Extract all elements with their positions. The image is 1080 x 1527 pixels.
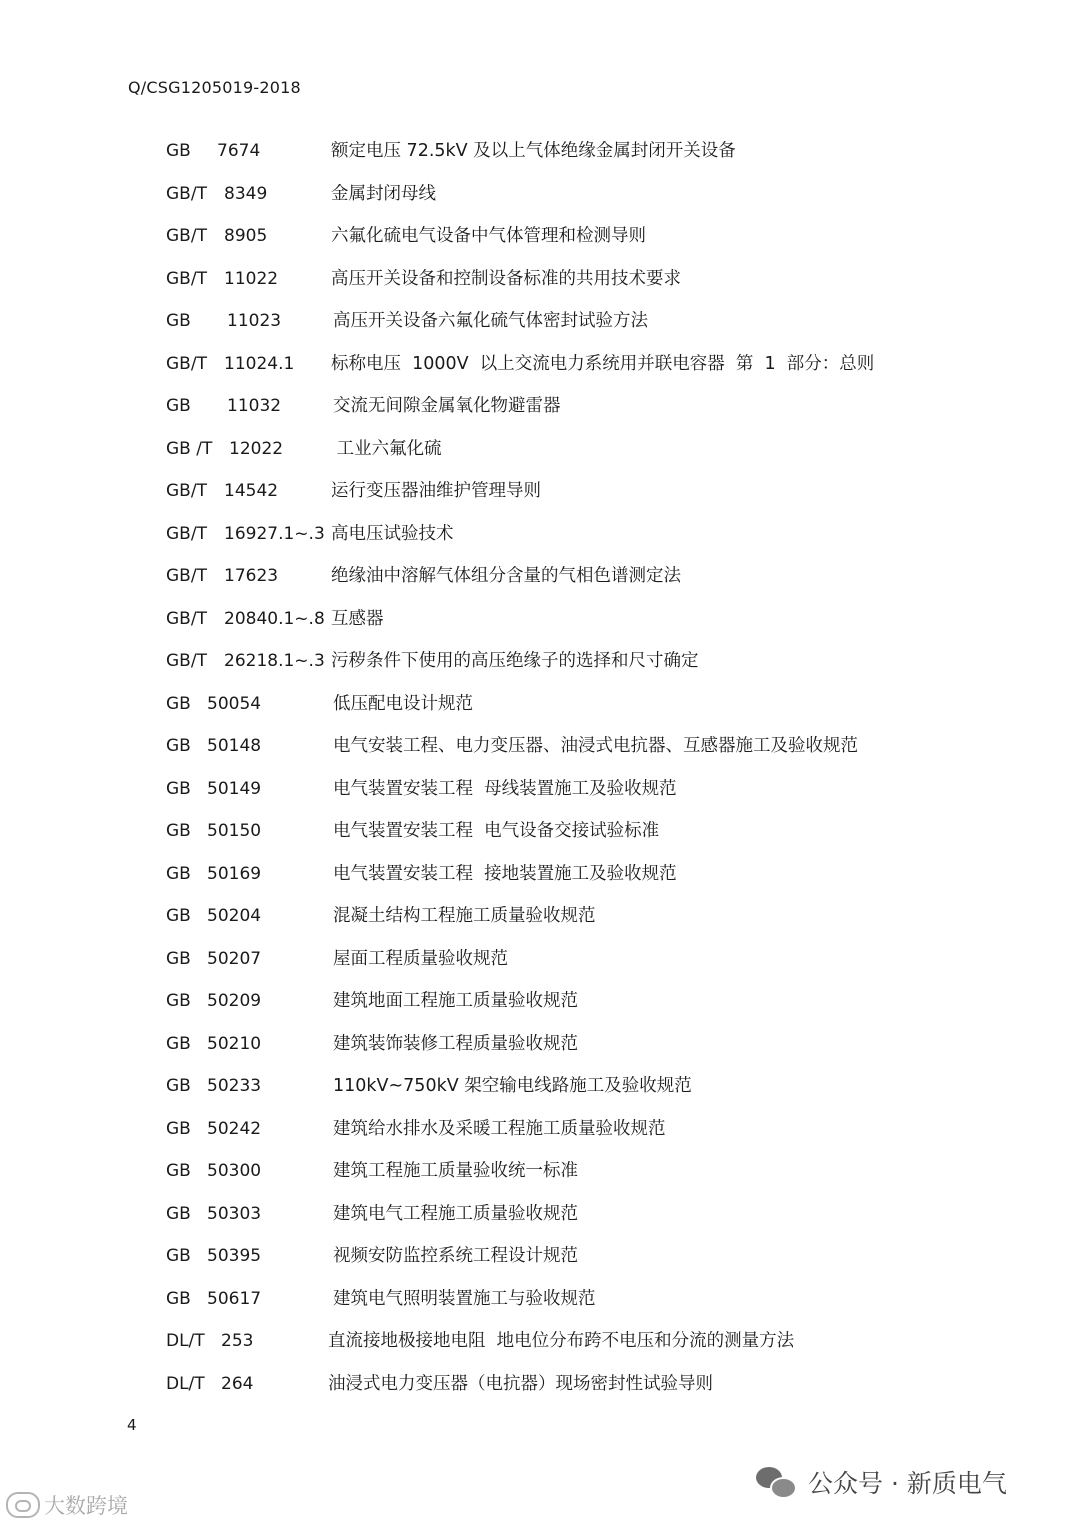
standard-title: 混凝土结构工程施工质量验收规范 bbox=[333, 906, 596, 926]
standard-number: 20840.1~.8 bbox=[224, 608, 325, 629]
standard-title: 油浸式电力变压器（电抗器）现场密封性试验导则 bbox=[328, 1373, 713, 1394]
standard-number: 12022 bbox=[229, 438, 284, 459]
standard-type: GB /T bbox=[166, 438, 213, 459]
standard-title: 电气安装工程、电力变压器、油浸式电抗器、互感器施工及验收规范 bbox=[333, 736, 858, 756]
standard-type: GB/T bbox=[166, 523, 207, 544]
standard-type: GB/T bbox=[166, 183, 207, 204]
cloud-logo-icon bbox=[6, 1492, 40, 1518]
standard-type: GB bbox=[166, 1118, 191, 1139]
standard-type: DL/T bbox=[166, 1373, 205, 1394]
standard-type: GB/T bbox=[166, 481, 207, 501]
standard-type: GB/T bbox=[166, 226, 207, 246]
standard-type: GB bbox=[166, 1246, 191, 1266]
standard-number: 11023 bbox=[227, 311, 282, 331]
standard-type: GB/T bbox=[166, 566, 207, 586]
standard-title: 交流无间隙金属氧化物避雷器 bbox=[333, 396, 561, 416]
standard-title: 高电压试验技术 bbox=[331, 523, 454, 544]
standard-number: 17623 bbox=[224, 566, 279, 586]
standard-number: 50148 bbox=[207, 736, 262, 756]
standard-row bbox=[0, 136, 1080, 166]
standard-type: DL/T bbox=[166, 1331, 205, 1351]
standard-row bbox=[0, 519, 1080, 549]
standard-type: GB bbox=[166, 1288, 191, 1309]
standard-number: 11022 bbox=[224, 268, 279, 289]
standard-type: GB/T bbox=[166, 651, 207, 671]
standard-row bbox=[0, 901, 1080, 931]
standard-title: 建筑给水排水及采暖工程施工质量验收规范 bbox=[333, 1118, 666, 1139]
standard-title: 高压开关设备六氟化硫气体密封试验方法 bbox=[333, 311, 648, 331]
standard-number: 50233 bbox=[207, 1076, 262, 1096]
standard-type: GB bbox=[166, 396, 191, 416]
standard-title: 建筑电气照明装置施工与验收规范 bbox=[333, 1288, 596, 1309]
watermark-left-text: 大数跨境 bbox=[44, 1494, 128, 1518]
standard-type: GB bbox=[166, 948, 191, 969]
standard-type: GB bbox=[166, 311, 191, 331]
standard-title: 建筑装饰装修工程质量验收规范 bbox=[333, 1033, 578, 1054]
standard-number: 8349 bbox=[224, 183, 268, 204]
standard-title: 运行变压器油维护管理导则 bbox=[331, 481, 541, 501]
standard-title: 直流接地极接地电阻 地电位分布跨不电压和分流的测量方法 bbox=[328, 1331, 795, 1351]
standard-type: GB bbox=[166, 1033, 191, 1054]
standard-row bbox=[0, 859, 1080, 889]
standard-type: GB bbox=[166, 736, 191, 756]
standard-title: 额定电压 72.5kV 及以上气体绝缘金属封闭开关设备 bbox=[331, 141, 736, 161]
standard-number: 50300 bbox=[207, 1161, 262, 1181]
standard-row bbox=[0, 1326, 1080, 1356]
standard-type: GB bbox=[166, 821, 191, 841]
standard-title: 建筑地面工程施工质量验收规范 bbox=[333, 991, 578, 1011]
standard-type: GB bbox=[166, 906, 191, 926]
standard-type: GB/T bbox=[166, 353, 207, 374]
standard-title: 建筑电气工程施工质量验收规范 bbox=[333, 1203, 578, 1224]
standard-number: 50303 bbox=[207, 1203, 262, 1224]
standard-row bbox=[0, 1369, 1080, 1399]
standard-type: GB bbox=[166, 141, 191, 161]
standard-row bbox=[0, 1284, 1080, 1314]
standard-number: 50210 bbox=[207, 1033, 262, 1054]
document-code: Q/CSG1205019-2018 bbox=[128, 78, 301, 97]
standard-number: 14542 bbox=[224, 481, 279, 501]
standard-row bbox=[0, 646, 1080, 676]
standard-type: GB bbox=[166, 991, 191, 1011]
standard-title: 电气装置安装工程 母线装置施工及验收规范 bbox=[333, 778, 677, 799]
standard-number: 50242 bbox=[207, 1118, 262, 1139]
standard-title: 电气装置安装工程 接地装置施工及验收规范 bbox=[333, 863, 677, 884]
standard-row bbox=[0, 264, 1080, 294]
standard-number: 8905 bbox=[224, 226, 268, 246]
standard-row bbox=[0, 1114, 1080, 1144]
standard-number: 50150 bbox=[207, 821, 262, 841]
standard-row bbox=[0, 561, 1080, 591]
standard-row bbox=[0, 1029, 1080, 1059]
standard-title: 110kV~750kV 架空输电线路施工及验收规范 bbox=[333, 1076, 692, 1096]
standard-title: 污秽条件下使用的高压绝缘子的选择和尺寸确定 bbox=[331, 651, 699, 671]
standard-title: 标称电压 1000V 以上交流电力系统用并联电容器 第 1 部分：总则 bbox=[331, 353, 875, 374]
standard-type: GB bbox=[166, 863, 191, 884]
standard-row bbox=[0, 306, 1080, 336]
watermark-right bbox=[756, 1462, 1007, 1502]
standard-row bbox=[0, 179, 1080, 209]
standard-title: 金属封闭母线 bbox=[331, 183, 436, 204]
standard-row bbox=[0, 1241, 1080, 1271]
standard-number: 50054 bbox=[207, 693, 262, 714]
standard-title: 电气装置安装工程 电气设备交接试验标准 bbox=[333, 821, 660, 841]
standard-row bbox=[0, 986, 1080, 1016]
standard-row bbox=[0, 349, 1080, 379]
standard-row bbox=[0, 774, 1080, 804]
standard-title: 绝缘油中溶解气体组分含量的气相色谱测定法 bbox=[331, 566, 681, 586]
standard-title: 工业六氟化硫 bbox=[331, 438, 442, 459]
standard-title: 高压开关设备和控制设备标准的共用技术要求 bbox=[331, 268, 681, 289]
standard-row bbox=[0, 816, 1080, 846]
standard-number: 50169 bbox=[207, 863, 262, 884]
standard-title: 六氟化硫电气设备中气体管理和检测导则 bbox=[331, 226, 646, 246]
standard-number: 50395 bbox=[207, 1246, 262, 1266]
standard-number: 50617 bbox=[207, 1288, 262, 1309]
standard-title: 互感器 bbox=[331, 608, 384, 629]
standard-type: GB bbox=[166, 1203, 191, 1224]
page-number: 4 bbox=[127, 1416, 137, 1434]
standard-row bbox=[0, 1156, 1080, 1186]
standard-row bbox=[0, 689, 1080, 719]
standard-row bbox=[0, 1071, 1080, 1101]
standard-row bbox=[0, 604, 1080, 634]
standard-number: 11024.1 bbox=[224, 353, 295, 374]
standard-row bbox=[0, 391, 1080, 421]
standard-number: 26218.1~.3 bbox=[224, 651, 325, 671]
standard-number: 11032 bbox=[227, 396, 282, 416]
standard-type: GB/T bbox=[166, 268, 207, 289]
standard-number: 50207 bbox=[207, 948, 262, 969]
standard-row bbox=[0, 731, 1080, 761]
standard-row bbox=[0, 221, 1080, 251]
standard-row bbox=[0, 1199, 1080, 1229]
standard-row bbox=[0, 944, 1080, 974]
standard-number: 50149 bbox=[207, 778, 262, 799]
standard-row bbox=[0, 476, 1080, 506]
standard-title: 屋面工程质量验收规范 bbox=[333, 948, 508, 969]
standard-type: GB/T bbox=[166, 608, 207, 629]
standard-type: GB bbox=[166, 1076, 191, 1096]
wechat-icon bbox=[756, 1467, 796, 1497]
standard-number: 264 bbox=[221, 1373, 254, 1394]
standard-row bbox=[0, 434, 1080, 464]
standard-type: GB bbox=[166, 778, 191, 799]
standard-number: 7674 bbox=[217, 141, 261, 161]
watermark-right-text: 公众号 · 新质电气 bbox=[808, 1469, 1007, 1498]
standard-title: 建筑工程施工质量验收统一标准 bbox=[333, 1161, 578, 1181]
standard-number: 16927.1~.3 bbox=[224, 523, 325, 544]
standard-type: GB bbox=[166, 693, 191, 714]
standard-number: 253 bbox=[221, 1331, 254, 1351]
standard-number: 50209 bbox=[207, 991, 262, 1011]
standard-title: 视频安防监控系统工程设计规范 bbox=[333, 1246, 578, 1266]
standard-title: 低压配电设计规范 bbox=[333, 693, 473, 714]
watermark-left bbox=[6, 1490, 128, 1520]
standard-type: GB bbox=[166, 1161, 191, 1181]
standard-number: 50204 bbox=[207, 906, 262, 926]
